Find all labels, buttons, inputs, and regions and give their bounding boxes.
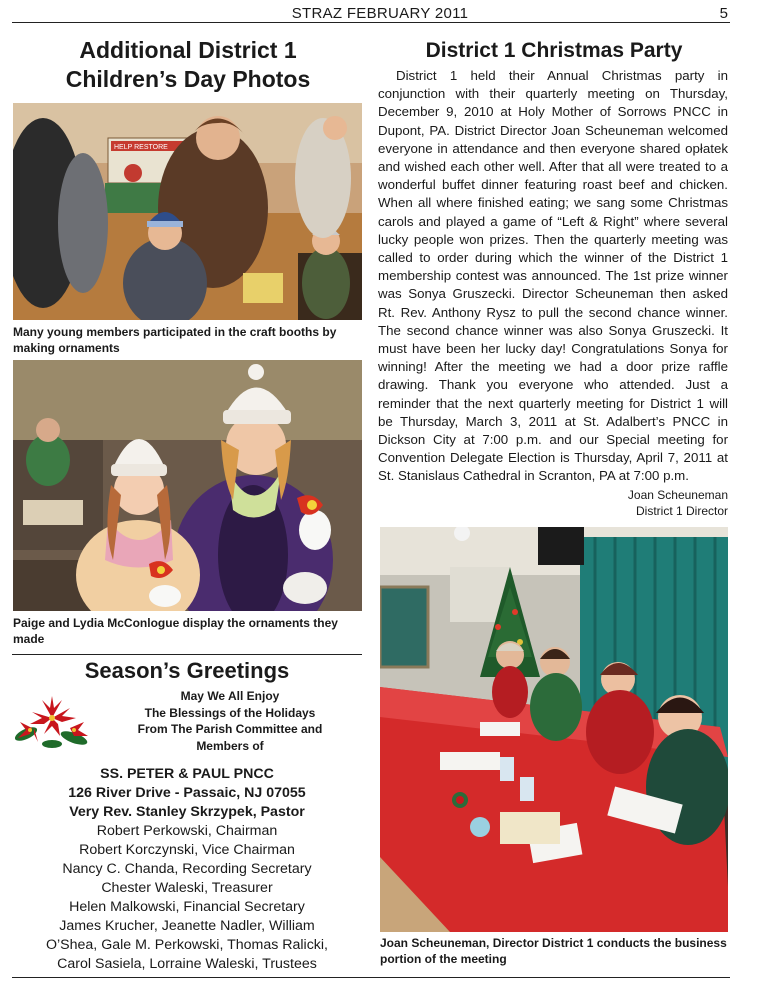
- member-line: Chester Waleski, Treasurer: [101, 880, 273, 896]
- photo-meeting: [380, 527, 728, 932]
- photo-craft-booths: [13, 103, 362, 320]
- footer-rule: [12, 977, 730, 978]
- season-title: Season’s Greetings: [84, 658, 290, 683]
- page-number: 5: [719, 5, 728, 22]
- parish-block: [12, 765, 362, 974]
- blessing-line: From The Parish Committee and: [137, 722, 323, 736]
- poster-text: HELP RESTORE: [114, 144, 168, 151]
- signature-title: District 1 Director: [635, 504, 728, 518]
- member-line: Robert Korczynski, Vice Chairman: [79, 842, 295, 858]
- parish-address: 126 River Drive - Passaic, NJ 07055: [68, 785, 306, 801]
- photo-paige-lydia: [13, 360, 362, 611]
- left-heading-line2: Children’s Day Photos: [65, 66, 311, 92]
- blessing-line: May We All Enjoy: [180, 689, 280, 703]
- running-header: STRAZ FEBRUARY 2011: [291, 5, 469, 22]
- parish-name: SS. PETER & PAUL PNCC: [100, 766, 274, 782]
- caption-craft-booths: Many young members participated in the craft booths by making ornaments: [13, 325, 337, 355]
- right-heading: District 1 Christmas Party: [425, 39, 683, 62]
- poinsettia-icon: [12, 694, 92, 750]
- member-line: O’Shea, Gale M. Perkowski, Thomas Ralicki,: [45, 937, 328, 953]
- blessing-text: [95, 688, 365, 754]
- signature-name: Joan Scheuneman: [627, 488, 728, 502]
- parish-pastor: Very Rev. Stanley Skrzypek, Pastor: [69, 804, 305, 820]
- blessing-line: The Blessings of the Holidays: [144, 705, 316, 720]
- member-line: James Krucher, Jeanette Nadler, William: [59, 918, 315, 934]
- season-divider: [12, 654, 362, 655]
- caption-meeting: Joan Scheuneman, Director District 1 conducts the business portion of the meeting: [380, 936, 727, 966]
- left-heading: [8, 36, 368, 94]
- blessing-line: Members of: [196, 738, 264, 753]
- member-line: Nancy C. Chanda, Recording Secretary: [62, 861, 312, 877]
- header-rule: [12, 22, 730, 23]
- left-heading-line1: Additional District 1: [79, 37, 297, 63]
- member-line: Carol Sasiela, Lorraine Waleski, Trustees: [57, 956, 317, 972]
- article-paragraph: District 1 held their Annual Christmas party in conjunction with their quarterly meeting on Thursday, December 9, 2010 at Holy Mother of Sorrows PNCC in Dupont, PA. District Director Joan Scheuneman welcomed everyone in attendance and then everyone shared opłatek and wished each other well. After that all were treated to a wonderful buffet dinner featuring roast beef and chicken. When all where finished eating; we sang some Christmas carols and played a game of “Left & Right” where several lucky people won prizes. Then the quarterly meeting was called to order during which the winner of the District 1 membership contest was announced. The 1st prize winner was Sonya Gruszecki. Director Scheuneman then asked Rt. Rev. Anthony Rysz to pull the second chance winner. The second chance winner was also Sonya Gruszecki. It must have been her lucky day! Congratulations Sonya for winning! After the meeting we had a door prize raffle drawing. Thank you everyone who attended. Just a reminder that the next quarterly meeting for District 1 will be Thursday, March 3, 2011 at St. Adalbert’s PNCC in Dickson City at 7:00 p.m. and our Special meeting for Convention Delegate Election is Thursday, April 7, 2011 at St. Stanislaus Cathedral in Scranton, PA at 7:00 p.m.: [378, 68, 728, 484]
- member-line: Helen Malkowski, Financial Secretary: [69, 899, 305, 915]
- caption-paige-lydia: Paige and Lydia McConlogue display the ornaments they made: [13, 616, 338, 646]
- member-line: Robert Perkowski, Chairman: [96, 823, 278, 839]
- article-body: [378, 67, 728, 486]
